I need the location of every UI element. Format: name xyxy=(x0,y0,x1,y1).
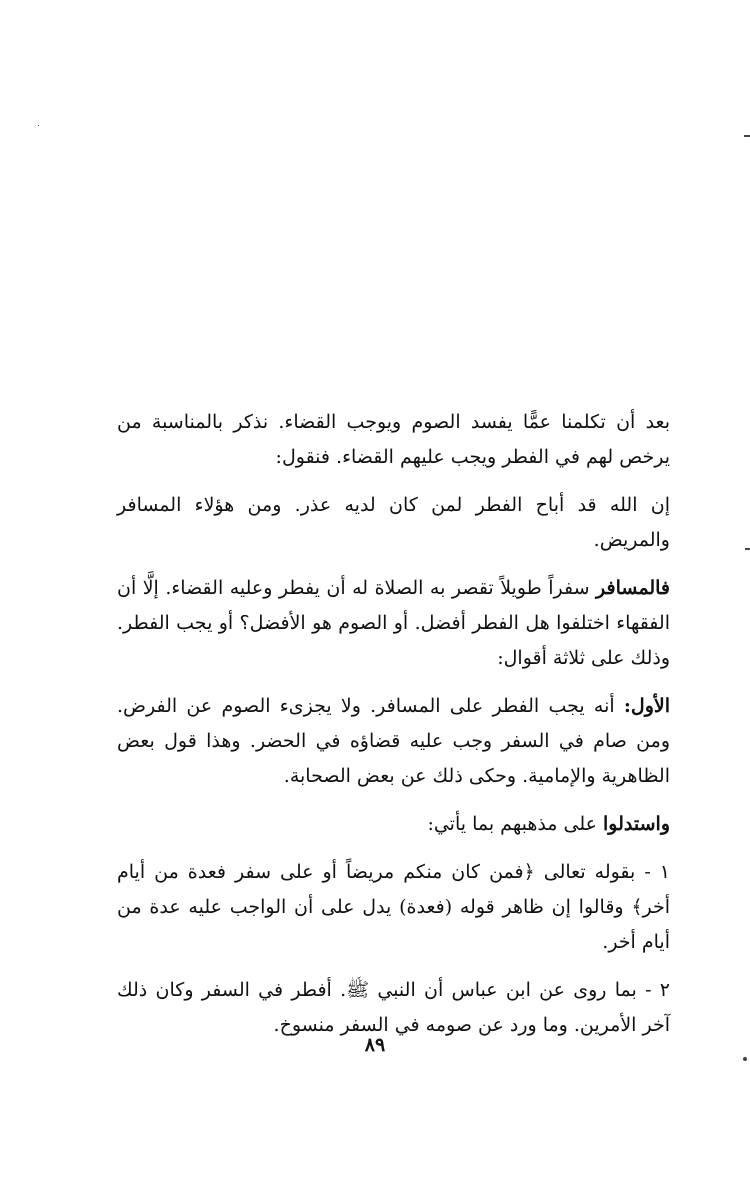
paragraph-intro xyxy=(117,405,670,475)
paragraph-text: أنه يجب الفطر على المسافر. ولا يجزىء الصوم عن الفرض. ومن صام في السفر وجب عليه قضاؤه في الحضر. وهذا قول بعض الظاهرية والإمامية. وحكى ذلك عن بعض الصحابة. xyxy=(117,695,670,787)
scan-mark xyxy=(38,125,39,126)
page-number: ٨٩ xyxy=(364,1034,386,1056)
paragraph-evidence-1 xyxy=(117,855,670,960)
paragraph-evidence-intro xyxy=(117,807,670,842)
paragraph-lead: واستدلوا xyxy=(603,813,670,835)
paragraph-traveler xyxy=(117,571,670,676)
paragraph-text: بعد أن تكلمنا عمًّا يفسد الصوم ويوجب القضاء. نذكر بالمناسبة من يرخص لهم في الفطر ويجب عليهم القضاء. فنقول: xyxy=(117,411,670,468)
body-text xyxy=(117,405,670,1056)
paragraph-text: على مذهبهم بما يأتي: xyxy=(427,813,604,835)
paragraph-text: سفراً طويلاً تقصر به الصلاة له أن يفطر وعليه القضاء. إلَّا أن الفقهاء اختلفوا هل الفطر أفضل. أو الصوم هو الأفضل؟ أو يجب الفطر. وذلك على ثلاثة أقوال: xyxy=(117,577,670,669)
scan-mark xyxy=(744,135,750,137)
paragraph-evidence-2 xyxy=(117,973,670,1043)
paragraph-text: إن الله قد أباح الفطر لمن كان لديه عذر. ومن هؤلاء المسافر والمريض. xyxy=(117,494,670,551)
paragraph-text: ٢ - بما روى عن ابن عباس أن النبي ﷺ. أفطر في السفر وكان ذلك آخر الأمرين. وما ورد عن صومه في السفر منسوخ. xyxy=(117,979,670,1036)
paragraph-first-opinion xyxy=(117,689,670,794)
scan-mark xyxy=(745,548,750,550)
paragraph-lead: فالمسافر xyxy=(596,577,670,599)
scan-mark xyxy=(743,1057,747,1061)
paragraph-permission xyxy=(117,488,670,558)
paragraph-lead: الأول: xyxy=(623,695,670,717)
paragraph-text: ١ - بقوله تعالى ﴿فمن كان منكم مريضاً أو على سفر فعدة من أيام أخر﴾ وقالوا إن ظاهر قوله (فعدة) يدل على أن الواجب عليه عدة من أيام أخر. xyxy=(117,861,670,953)
